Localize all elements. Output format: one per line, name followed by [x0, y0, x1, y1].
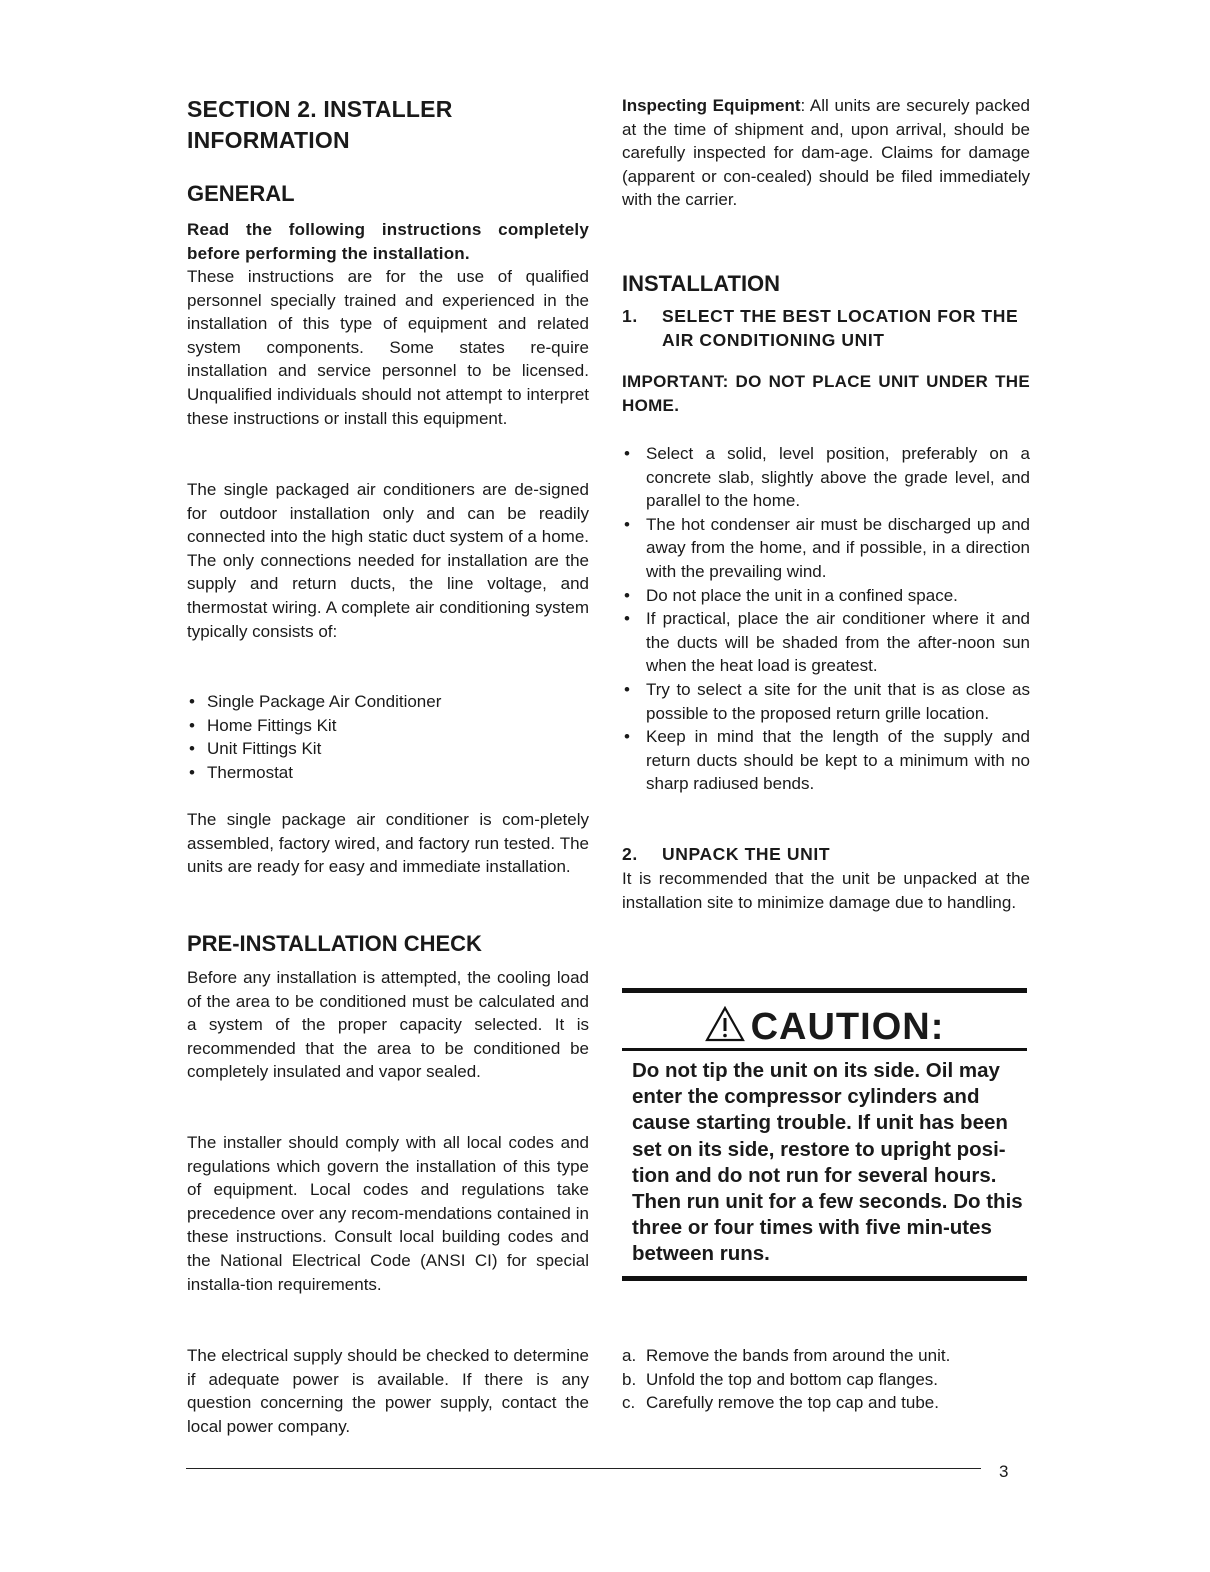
list-item: • Do not place the unit in a confined space.: [622, 584, 1030, 608]
pre-installation-paragraph-3: The electrical supply should be checked to determine if adequate power is available. If there is any question concerning the power supply, contact the local power company.: [187, 1346, 589, 1436]
list-item: • Single Package Air Conditioner: [187, 690, 441, 714]
list-item: a. Remove the bands from around the unit.: [622, 1346, 951, 1365]
general-paragraph-1: These instructions are for the use of qualified personnel specially trained and experienced in the installation of this type of equipment and related system components. Some states re-quire installation and service personnel to be licensed. Unqualified individuals should not attempt to interpret these instructions or install this equipment.: [187, 267, 589, 428]
caution-title: CAUTION:: [622, 1004, 1027, 1050]
list-item: • Unit Fittings Kit: [187, 737, 441, 761]
important-notice: IMPORTANT: DO NOT PLACE UNIT UNDER THE HOME.: [622, 372, 1030, 415]
footer-rule: [186, 1468, 981, 1469]
pre-installation-heading: PRE-INSTALLATION CHECK: [187, 931, 482, 956]
step-2-title: 2. UNPACK THE UNIT: [622, 844, 831, 864]
warning-triangle-icon: [705, 1006, 745, 1042]
pre-installation-paragraph-2: The installer should comply with all local codes and regulations which govern the installation of this type of equipment. Local codes and regulations take precedence over any recom-mendations contained in these instructions. Consult local building codes and the National Electrical Code (ANSI CI) for special installa-tion requirements.: [187, 1133, 589, 1294]
list-item: • The hot condenser air must be discharged up and away from the home, and if possible, in a direction with the prevailing wind.: [622, 513, 1030, 584]
caution-divider: [622, 1048, 1027, 1051]
list-item: • If practical, place the air conditioner where it and the ducts will be shaded from the after-noon sun when the heat load is greatest.: [622, 607, 1030, 678]
list-item: • Try to select a site for the unit that is as close as possible to the proposed return grille location.: [622, 678, 1030, 725]
step-1-title: 1. SELECT THE BEST LOCATION FOR THE AIR CONDITIONING UNIT: [622, 306, 1019, 350]
unpack-steps-list: [622, 1344, 950, 1415]
components-list: [187, 690, 441, 784]
page-number: 3: [999, 1462, 1009, 1481]
section-title: SECTION 2. INSTALLER INFORMATION: [187, 96, 453, 153]
list-item: c. Carefully remove the top cap and tube.: [622, 1393, 939, 1413]
pre-installation-paragraph-1: Before any installation is attempted, the cooling load of the area to be conditioned must be calculated and a system of the proper capacity selected. It is recommended that the area to be conditioned be completely insulated and vapor sealed.: [187, 968, 589, 1082]
step-2-text: It is recommended that the unit be unpacked at the installation site to minimize damage due to handling.: [622, 869, 1030, 912]
general-paragraph-2: The single packaged air conditioners are de-signed for outdoor installation only and can be readily connected into the high static duct system of a home. The only connections needed for installation are the supply and return ducts, the line voltage, and thermostat wiring. A complete air conditioning system typically consists of:: [187, 480, 589, 641]
location-tips-list: [622, 442, 1030, 796]
list-item: • Select a solid, level position, preferably on a concrete slab, slightly above the grade level, and parallel to the home.: [622, 442, 1030, 513]
inspecting-equipment-label: Inspecting Equipment: [622, 96, 801, 115]
general-paragraph-3: The single package air conditioner is com-pletely assembled, factory wired, and factory run tested. The units are ready for easy and immediate installation.: [187, 810, 589, 877]
inspecting-equipment-paragraph: Inspecting Equipment: All units are securely packed at the time of shipment and, upon arrival, should be carefully inspected for dam-age. Claims for damage (apparent or con-cealed) should be filed immediately with the carrier.: [622, 96, 1030, 210]
general-lead: Read the following instructions completely before performing the installation.: [187, 220, 589, 263]
list-item: b. Unfold the top and bottom cap flanges.: [622, 1369, 939, 1389]
list-item: • Thermostat: [187, 761, 441, 785]
list-item: • Keep in mind that the length of the supply and return ducts should be kept to a minimum with no sharp radiused bends.: [622, 725, 1030, 796]
caution-text: Do not tip the unit on its side. Oil may enter the compressor cylinders and cause starting trouble. If unit has been set on its side, restore to upright posi-tion and do not run for several hours. Then run unit for a few seconds. Do this three or four times with five min-utes between runs.: [632, 1059, 1023, 1266]
list-item: • Home Fittings Kit: [187, 714, 441, 738]
caution-top-rule: [622, 988, 1027, 993]
installation-heading: INSTALLATION: [622, 271, 781, 296]
general-heading: GENERAL: [187, 181, 295, 206]
caution-bottom-rule: [622, 1276, 1027, 1281]
